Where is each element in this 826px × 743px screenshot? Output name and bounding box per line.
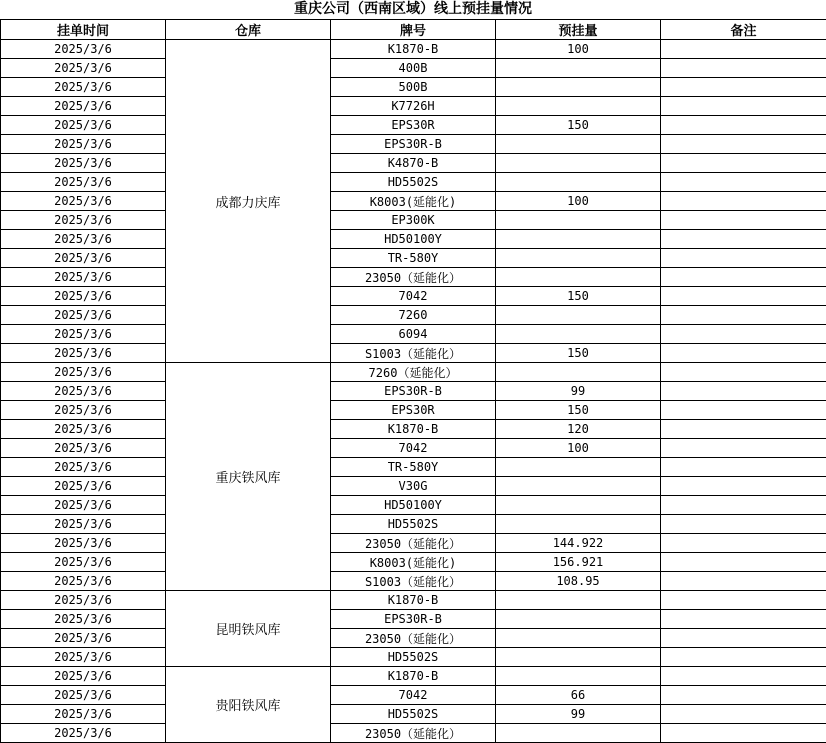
date-cell[interactable]: 2025/3/6 bbox=[1, 249, 166, 268]
grade-cell[interactable]: K7726H bbox=[331, 97, 496, 116]
date-cell[interactable]: 2025/3/6 bbox=[1, 648, 166, 667]
table-row bbox=[1, 268, 826, 287]
table-row bbox=[1, 477, 826, 496]
table-row bbox=[1, 401, 826, 420]
quantity-cell[interactable] bbox=[496, 629, 661, 648]
quantity-cell[interactable] bbox=[496, 230, 661, 249]
quantity-cell[interactable]: 120 bbox=[496, 420, 661, 439]
table-body bbox=[1, 40, 826, 743]
date-cell[interactable]: 2025/3/6 bbox=[1, 572, 166, 591]
note-cell[interactable] bbox=[661, 515, 826, 534]
note-cell[interactable] bbox=[661, 59, 826, 78]
note-cell[interactable] bbox=[661, 591, 826, 610]
warehouse-cell[interactable]: 昆明铁风库 bbox=[166, 591, 331, 667]
note-cell[interactable] bbox=[661, 439, 826, 458]
date-cell[interactable]: 2025/3/6 bbox=[1, 59, 166, 78]
grade-cell[interactable]: HD5502S bbox=[331, 515, 496, 534]
date-cell[interactable]: 2025/3/6 bbox=[1, 40, 166, 59]
note-cell[interactable] bbox=[661, 458, 826, 477]
date-cell[interactable]: 2025/3/6 bbox=[1, 591, 166, 610]
date-cell[interactable]: 2025/3/6 bbox=[1, 135, 166, 154]
note-cell[interactable] bbox=[661, 40, 826, 59]
quantity-cell[interactable] bbox=[496, 591, 661, 610]
grade-cell[interactable]: K8003(延能化) bbox=[331, 553, 496, 572]
date-cell[interactable]: 2025/3/6 bbox=[1, 705, 166, 724]
grade-cell[interactable]: 7260 bbox=[331, 306, 496, 325]
note-cell[interactable] bbox=[661, 287, 826, 306]
table-row bbox=[1, 363, 826, 382]
quantity-cell[interactable]: 100 bbox=[496, 439, 661, 458]
grade-cell[interactable]: 23050（延能化） bbox=[331, 629, 496, 648]
grade-cell[interactable]: 7042 bbox=[331, 686, 496, 705]
table-row bbox=[1, 344, 826, 363]
date-cell[interactable]: 2025/3/6 bbox=[1, 363, 166, 382]
table-row bbox=[1, 154, 826, 173]
quantity-cell[interactable]: 150 bbox=[496, 287, 661, 306]
date-cell[interactable]: 2025/3/6 bbox=[1, 515, 166, 534]
grade-cell[interactable]: 7260（延能化） bbox=[331, 363, 496, 382]
grade-cell[interactable]: K1870-B bbox=[331, 40, 496, 59]
grade-cell[interactable]: HD5502S bbox=[331, 173, 496, 192]
table-row bbox=[1, 306, 826, 325]
quantity-cell[interactable]: 150 bbox=[496, 401, 661, 420]
grade-cell[interactable]: K1870-B bbox=[331, 420, 496, 439]
grade-cell[interactable]: 23050（延能化） bbox=[331, 268, 496, 287]
grade-cell[interactable]: EPS30R-B bbox=[331, 610, 496, 629]
date-cell[interactable]: 2025/3/6 bbox=[1, 401, 166, 420]
sheet-title: 重庆公司（西南区域）线上预挂量情况 bbox=[0, 0, 826, 19]
date-cell[interactable]: 2025/3/6 bbox=[1, 724, 166, 743]
note-cell[interactable] bbox=[661, 173, 826, 192]
note-cell[interactable] bbox=[661, 230, 826, 249]
table-row bbox=[1, 591, 826, 610]
grade-cell[interactable]: 23050（延能化） bbox=[331, 534, 496, 553]
table-row bbox=[1, 325, 826, 344]
header-grade[interactable]: 牌号 bbox=[331, 20, 496, 40]
quantity-cell[interactable]: 150 bbox=[496, 116, 661, 135]
grade-cell[interactable]: EPS30R-B bbox=[331, 382, 496, 401]
table-row bbox=[1, 724, 826, 743]
date-cell[interactable]: 2025/3/6 bbox=[1, 154, 166, 173]
quantity-cell[interactable] bbox=[496, 154, 661, 173]
date-cell[interactable]: 2025/3/6 bbox=[1, 496, 166, 515]
note-cell[interactable] bbox=[661, 686, 826, 705]
quantity-cell[interactable] bbox=[496, 211, 661, 230]
date-cell[interactable]: 2025/3/6 bbox=[1, 116, 166, 135]
table-row bbox=[1, 667, 826, 686]
date-cell[interactable]: 2025/3/6 bbox=[1, 211, 166, 230]
quantity-cell[interactable] bbox=[496, 458, 661, 477]
quantity-cell[interactable] bbox=[496, 724, 661, 743]
table-row bbox=[1, 705, 826, 724]
grade-cell[interactable]: HD5502S bbox=[331, 705, 496, 724]
warehouse-cell[interactable]: 成都力庆库 bbox=[166, 40, 331, 363]
table-row bbox=[1, 458, 826, 477]
grade-cell[interactable]: K1870-B bbox=[331, 667, 496, 686]
grade-cell[interactable]: V30G bbox=[331, 477, 496, 496]
quantity-cell[interactable] bbox=[496, 648, 661, 667]
note-cell[interactable] bbox=[661, 648, 826, 667]
quantity-cell[interactable] bbox=[496, 268, 661, 287]
note-cell[interactable] bbox=[661, 249, 826, 268]
note-cell[interactable] bbox=[661, 401, 826, 420]
note-cell[interactable] bbox=[661, 363, 826, 382]
note-cell[interactable] bbox=[661, 192, 826, 211]
header-warehouse[interactable]: 仓库 bbox=[166, 20, 331, 40]
date-cell[interactable]: 2025/3/6 bbox=[1, 306, 166, 325]
grade-cell[interactable]: 23050（延能化） bbox=[331, 724, 496, 743]
table-row bbox=[1, 135, 826, 154]
note-cell[interactable] bbox=[661, 477, 826, 496]
note-cell[interactable] bbox=[661, 705, 826, 724]
quantity-cell[interactable] bbox=[496, 59, 661, 78]
date-cell[interactable]: 2025/3/6 bbox=[1, 287, 166, 306]
quantity-cell[interactable] bbox=[496, 496, 661, 515]
grade-cell[interactable]: K8003(延能化) bbox=[331, 192, 496, 211]
table-row bbox=[1, 686, 826, 705]
date-cell[interactable]: 2025/3/6 bbox=[1, 629, 166, 648]
note-cell[interactable] bbox=[661, 724, 826, 743]
hanging-volume-table bbox=[0, 19, 826, 743]
note-cell[interactable] bbox=[661, 211, 826, 230]
grade-cell[interactable]: HD5502S bbox=[331, 648, 496, 667]
date-cell[interactable]: 2025/3/6 bbox=[1, 610, 166, 629]
table-row bbox=[1, 40, 826, 59]
quantity-cell[interactable] bbox=[496, 325, 661, 344]
date-cell[interactable]: 2025/3/6 bbox=[1, 458, 166, 477]
note-cell[interactable] bbox=[661, 496, 826, 515]
table-row bbox=[1, 629, 826, 648]
table-row bbox=[1, 534, 826, 553]
table-row bbox=[1, 553, 826, 572]
grade-cell[interactable]: EPS30R bbox=[331, 401, 496, 420]
quantity-cell[interactable]: 100 bbox=[496, 192, 661, 211]
grade-cell[interactable]: 400B bbox=[331, 59, 496, 78]
date-cell[interactable]: 2025/3/6 bbox=[1, 534, 166, 553]
note-cell[interactable] bbox=[661, 154, 826, 173]
table-row bbox=[1, 173, 826, 192]
note-cell[interactable] bbox=[661, 306, 826, 325]
header-row bbox=[1, 20, 826, 40]
note-cell[interactable] bbox=[661, 78, 826, 97]
warehouse-cell[interactable]: 重庆铁风库 bbox=[166, 363, 331, 591]
note-cell[interactable] bbox=[661, 344, 826, 363]
grade-cell[interactable]: 7042 bbox=[331, 287, 496, 306]
date-cell[interactable]: 2025/3/6 bbox=[1, 439, 166, 458]
note-cell[interactable] bbox=[661, 553, 826, 572]
note-cell[interactable] bbox=[661, 610, 826, 629]
note-cell[interactable] bbox=[661, 629, 826, 648]
note-cell[interactable] bbox=[661, 116, 826, 135]
grade-cell[interactable]: TR-580Y bbox=[331, 249, 496, 268]
grade-cell[interactable]: HD50100Y bbox=[331, 496, 496, 515]
table-row bbox=[1, 230, 826, 249]
grade-cell[interactable]: EP300K bbox=[331, 211, 496, 230]
date-cell[interactable]: 2025/3/6 bbox=[1, 477, 166, 496]
grade-cell[interactable]: 6094 bbox=[331, 325, 496, 344]
note-cell[interactable] bbox=[661, 135, 826, 154]
grade-cell[interactable]: EPS30R bbox=[331, 116, 496, 135]
quantity-cell[interactable]: 99 bbox=[496, 705, 661, 724]
table-row bbox=[1, 496, 826, 515]
quantity-cell[interactable] bbox=[496, 515, 661, 534]
note-cell[interactable] bbox=[661, 572, 826, 591]
quantity-cell[interactable] bbox=[496, 667, 661, 686]
table-row bbox=[1, 97, 826, 116]
table-row bbox=[1, 287, 826, 306]
header-quantity[interactable]: 预挂量 bbox=[496, 20, 661, 40]
date-cell[interactable]: 2025/3/6 bbox=[1, 192, 166, 211]
date-cell[interactable]: 2025/3/6 bbox=[1, 78, 166, 97]
table-row bbox=[1, 78, 826, 97]
grade-cell[interactable]: K1870-B bbox=[331, 591, 496, 610]
date-cell[interactable]: 2025/3/6 bbox=[1, 230, 166, 249]
table-row bbox=[1, 116, 826, 135]
table-row bbox=[1, 648, 826, 667]
grade-cell[interactable]: 7042 bbox=[331, 439, 496, 458]
table-row bbox=[1, 192, 826, 211]
quantity-cell[interactable] bbox=[496, 610, 661, 629]
quantity-cell[interactable] bbox=[496, 97, 661, 116]
grade-cell[interactable]: HD50100Y bbox=[331, 230, 496, 249]
quantity-cell[interactable]: 100 bbox=[496, 40, 661, 59]
note-cell[interactable] bbox=[661, 97, 826, 116]
quantity-cell[interactable]: 66 bbox=[496, 686, 661, 705]
quantity-cell[interactable] bbox=[496, 135, 661, 154]
grade-cell[interactable]: S1003（延能化） bbox=[331, 344, 496, 363]
quantity-cell[interactable]: 144.922 bbox=[496, 534, 661, 553]
quantity-cell[interactable] bbox=[496, 78, 661, 97]
table-row bbox=[1, 382, 826, 401]
table-row bbox=[1, 439, 826, 458]
date-cell[interactable]: 2025/3/6 bbox=[1, 382, 166, 401]
quantity-cell[interactable] bbox=[496, 363, 661, 382]
header-date[interactable]: 挂单时间 bbox=[1, 20, 166, 40]
table-row bbox=[1, 515, 826, 534]
quantity-cell[interactable]: 156.921 bbox=[496, 553, 661, 572]
table-row bbox=[1, 420, 826, 439]
date-cell[interactable]: 2025/3/6 bbox=[1, 173, 166, 192]
note-cell[interactable] bbox=[661, 382, 826, 401]
quantity-cell[interactable] bbox=[496, 249, 661, 268]
grade-cell[interactable]: 500B bbox=[331, 78, 496, 97]
date-cell[interactable]: 2025/3/6 bbox=[1, 344, 166, 363]
date-cell[interactable]: 2025/3/6 bbox=[1, 667, 166, 686]
date-cell[interactable]: 2025/3/6 bbox=[1, 686, 166, 705]
header-note[interactable]: 备注 bbox=[661, 20, 826, 40]
date-cell[interactable]: 2025/3/6 bbox=[1, 268, 166, 287]
quantity-cell[interactable]: 108.95 bbox=[496, 572, 661, 591]
date-cell[interactable]: 2025/3/6 bbox=[1, 97, 166, 116]
date-cell[interactable]: 2025/3/6 bbox=[1, 553, 166, 572]
warehouse-cell[interactable]: 贵阳铁风库 bbox=[166, 667, 331, 743]
date-cell[interactable]: 2025/3/6 bbox=[1, 420, 166, 439]
date-cell[interactable]: 2025/3/6 bbox=[1, 325, 166, 344]
grade-cell[interactable]: K4870-B bbox=[331, 154, 496, 173]
table-row bbox=[1, 572, 826, 591]
grade-cell[interactable]: TR-580Y bbox=[331, 458, 496, 477]
table-row bbox=[1, 211, 826, 230]
note-cell[interactable] bbox=[661, 667, 826, 686]
grade-cell[interactable]: S1003（延能化） bbox=[331, 572, 496, 591]
note-cell[interactable] bbox=[661, 534, 826, 553]
quantity-cell[interactable] bbox=[496, 306, 661, 325]
grade-cell[interactable]: EPS30R-B bbox=[331, 135, 496, 154]
quantity-cell[interactable] bbox=[496, 173, 661, 192]
table-row bbox=[1, 249, 826, 268]
note-cell[interactable] bbox=[661, 268, 826, 287]
note-cell[interactable] bbox=[661, 420, 826, 439]
note-cell[interactable] bbox=[661, 325, 826, 344]
quantity-cell[interactable]: 99 bbox=[496, 382, 661, 401]
quantity-cell[interactable] bbox=[496, 477, 661, 496]
table-row bbox=[1, 610, 826, 629]
table-row bbox=[1, 59, 826, 78]
quantity-cell[interactable]: 150 bbox=[496, 344, 661, 363]
